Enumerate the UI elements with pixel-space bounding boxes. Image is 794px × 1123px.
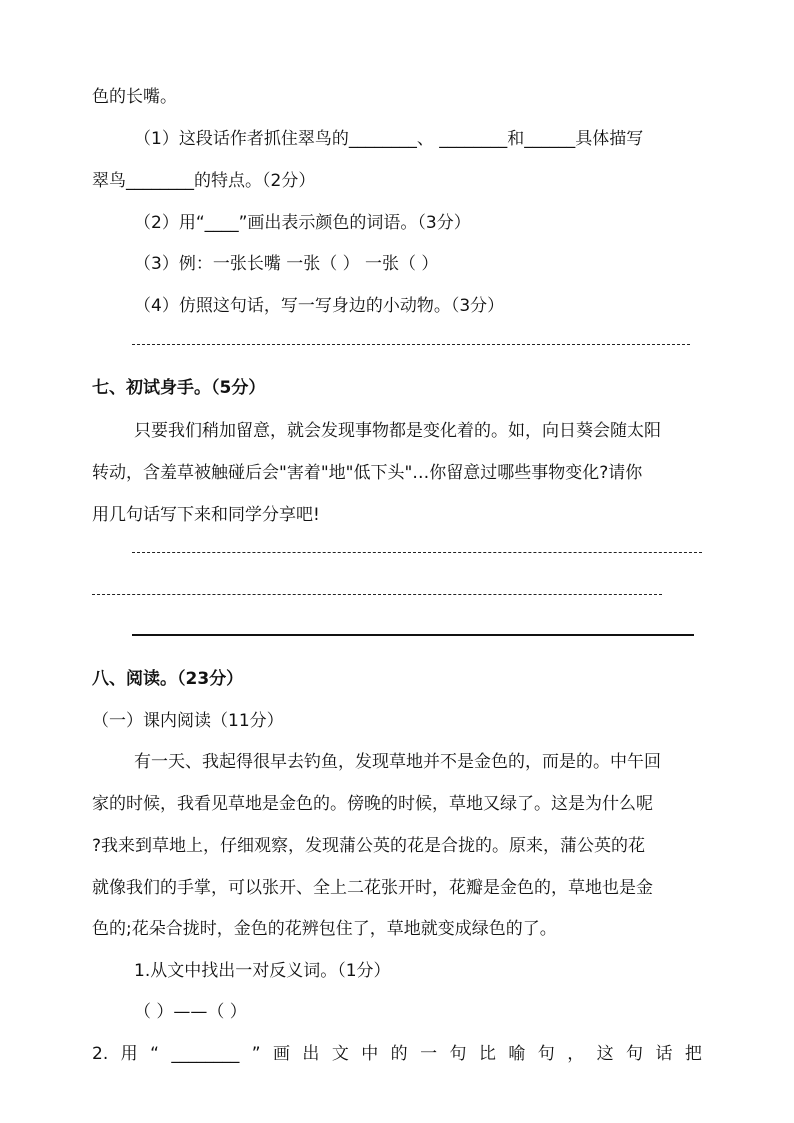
answer-line — [132, 552, 702, 553]
reading-para-line-2: 家的时候，我看见草地是金色的。傍晚的时候，草地又绿了。这是为什么呢 — [92, 794, 653, 814]
question-3: （3）例：一张长嘴 一张（ ） 一张（ ） — [134, 254, 439, 274]
subsection-heading: （一）课内阅读（11分） — [92, 711, 284, 731]
char: 的 — [390, 1044, 408, 1064]
section-7-para-line-2: 转动，含羞草被触碰后会"害着"地"低下头"…你留意过哪些事物变化?请你 — [92, 463, 643, 483]
char: 句 — [537, 1044, 555, 1064]
char: 一 — [420, 1044, 438, 1064]
question-1-line-a: （1）这段话作者抓住翠鸟的________、 ________和______具体描写 — [134, 129, 644, 149]
char: “ — [150, 1044, 159, 1064]
reading-para-line-1: 有一天、我起得很早去钓鱼，发现草地并不是金色的，而是的。中午回 — [134, 752, 661, 772]
question-2: （2）用“____”画出表示颜色的词语。（3分） — [134, 213, 471, 233]
char: 用 — [120, 1044, 138, 1064]
reading-para-line-3: ?我来到草地上，仔细观察，发现蒲公英的花是合拢的。原来，蒲公英的花 — [92, 836, 646, 856]
char: 这 — [596, 1044, 614, 1064]
char: 画 — [272, 1044, 290, 1064]
answer-line — [132, 634, 694, 636]
char: 中 — [361, 1044, 379, 1064]
question-1-line-b: 翠鸟________的特点。（2分） — [92, 171, 316, 191]
answer-line — [132, 344, 690, 345]
section-7-para-line-3: 用几句话写下来和同学分享吧! — [92, 505, 320, 525]
char: ” — [251, 1044, 261, 1064]
section-7-para-line-1: 只要我们稍加留意，就会发现事物都是变化着的。如，向日葵会随太阳 — [134, 421, 661, 441]
question-4: （4）仿照这句话，写一写身边的小动物。（3分） — [134, 296, 505, 316]
text-line: 色的长嘴。 — [92, 87, 177, 107]
char: 文 — [331, 1044, 349, 1064]
reading-para-line-5: 色的;花朵合拢时，金色的花辨包住了，草地就变成绿色的了。 — [92, 919, 557, 939]
blank: ________ — [171, 1044, 240, 1064]
section-7-heading: 七、初试身手。（5分） — [92, 378, 266, 398]
char: 比 — [478, 1044, 496, 1064]
char: 话 — [655, 1044, 673, 1064]
char: 把 — [684, 1044, 702, 1064]
char: 出 — [302, 1044, 320, 1064]
char: 句 — [449, 1044, 467, 1064]
char: 句 — [626, 1044, 644, 1064]
answer-line — [92, 594, 662, 595]
reading-question-1: 1.从文中找出一对反义词。（1分） — [134, 961, 391, 981]
section-8-heading: 八、阅读。（23分） — [92, 669, 244, 689]
reading-para-line-4: 就像我们的手掌，可以张开、全上二花张开时，花瓣是金色的，草地也是金 — [92, 878, 653, 898]
reading-question-2 — [92, 1043, 702, 1065]
char: ， — [567, 1044, 585, 1064]
question-number: 2. — [92, 1044, 109, 1064]
char: 喻 — [508, 1044, 526, 1064]
antonym-blanks: （ ）——（ ） — [134, 1002, 247, 1022]
